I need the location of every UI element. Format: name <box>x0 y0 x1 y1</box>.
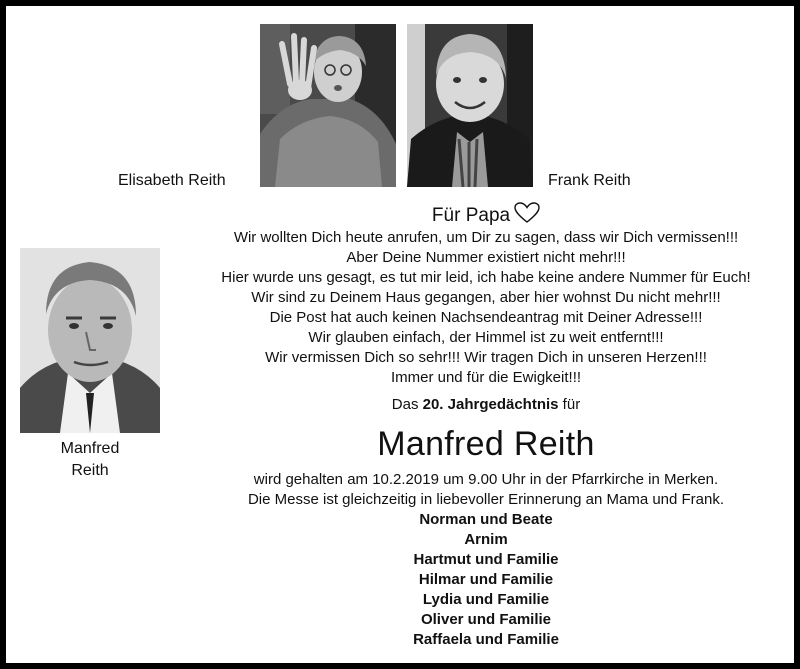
poem-line: Wir vermissen Dich so sehr!!! Wir tragen Dich in unseren Herzen!!! <box>265 349 707 366</box>
poem-line: Wir sind zu Deinem Haus gegangen, aber hier wohnst Du nicht mehr!!! <box>251 289 721 306</box>
poem-line: Wir wollten Dich heute anrufen, um Dir zu sagen, dass wir Dich vermissen!!! <box>233 229 739 246</box>
anniversary-bold: 20. Jahrgedächtnis <box>422 396 559 413</box>
signer: Raffaela und Familie <box>413 631 559 648</box>
photo-elisabeth <box>260 24 396 187</box>
photo-elisabeth-portrait-icon <box>260 24 396 187</box>
obituary-notice <box>6 6 794 663</box>
caption-manfred <box>20 438 160 482</box>
caption-elisabeth: Elisabeth Reith <box>118 172 226 189</box>
photo-frank <box>407 24 533 187</box>
poem-line: Wir glauben einfach, der Himmel ist zu weit entfernt!!! <box>308 329 664 346</box>
poem-line: Aber Deine Nummer existiert nicht mehr!!! <box>346 249 626 266</box>
dedication-text: Für Papa <box>431 205 511 226</box>
poem-line: Immer und für die Ewigkeit!!! <box>390 369 582 386</box>
poem-line: Die Post hat auch keinen Nachsendeantrag mit Deiner Adresse!!! <box>269 309 703 326</box>
caption-manfred-line1: Manfred <box>60 440 120 457</box>
caption-frank: Frank Reith <box>548 172 631 189</box>
signer: Norman und Beate <box>419 511 553 528</box>
dedication-heading <box>186 202 786 231</box>
signer: Hilmar und Familie <box>418 571 554 588</box>
heart-outline-icon <box>514 202 540 231</box>
signer: Arnim <box>464 531 508 548</box>
deceased-name: Manfred Reith <box>377 425 595 463</box>
signer: Lydia und Familie <box>422 591 550 608</box>
photo-manfred-portrait-icon <box>20 248 160 433</box>
caption-manfred-line2: Reith <box>71 462 109 479</box>
signers-list <box>186 510 786 650</box>
anniversary-prefix: Das <box>391 396 423 413</box>
service-line: wird gehalten am 10.2.2019 um 9.00 Uhr in der Pfarrkirche in Merken. <box>253 471 719 488</box>
service-info <box>186 470 786 510</box>
poem <box>186 228 786 388</box>
service-line: Die Messe ist gleichzeitig in liebevoller Erinnerung an Mama und Frank. <box>247 491 725 508</box>
anniversary-suffix: für <box>558 396 581 413</box>
poem-line: Hier wurde uns gesagt, es tut mir leid, ich habe keine andere Nummer für Euch! <box>221 269 751 286</box>
signer: Oliver und Familie <box>420 611 552 628</box>
signer: Hartmut und Familie <box>413 551 559 568</box>
photo-manfred <box>20 248 160 433</box>
photo-frank-portrait-icon <box>407 24 533 187</box>
anniversary-line <box>186 395 786 415</box>
